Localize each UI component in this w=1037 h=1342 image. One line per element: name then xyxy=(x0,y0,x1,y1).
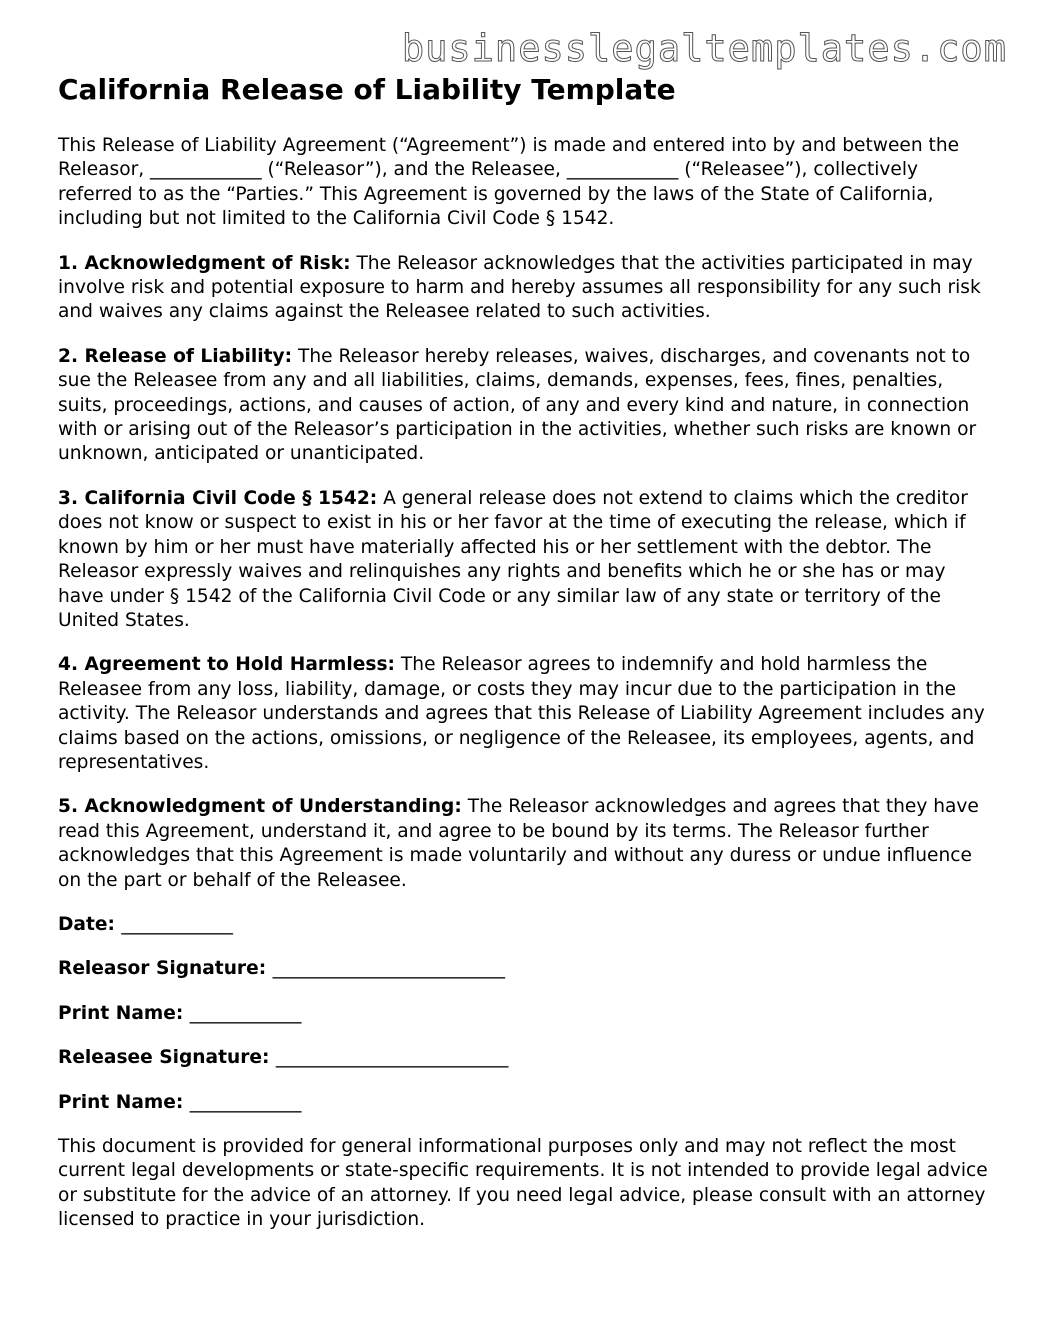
releasee-signature-field xyxy=(58,1046,988,1070)
section-release-of-liability xyxy=(58,345,988,467)
date-label: Date: xyxy=(58,913,115,935)
releasee-signature-label: Releasee Signature: xyxy=(58,1047,270,1069)
section-heading: 1. Acknowledgment of Risk: xyxy=(58,252,351,274)
intro-paragraph: This Release of Liability Agreement (“Agreement”) is made and entered into by and between the Releasor, ____________ (“Releasor”), and the Releasee, ____________ (“Releasee”), collectively referred to as the “Parties.” This Agreement is governed by the laws of the State of California, including but not limited to the California Civil Code § 1542. xyxy=(58,135,960,230)
section-heading: 5. Acknowledgment of Understanding: xyxy=(58,796,462,818)
releasor-signature-label: Releasor Signature: xyxy=(58,958,267,980)
releasee-print-name-blank[interactable]: ____________ xyxy=(189,1091,302,1113)
section-text: The Releasor hereby releases, waives, discharges, and covenants not to sue the Releasee from any and all liabilities, claims, demands, expenses, fees, fines, penalties, suits, proceedings, actions, and causes of action, of any and every kind and nature, in connection with or arising out of the Releasor’s participation in the activities, whether such risks are known or unknown, anticipated or unanticipated. xyxy=(58,345,977,465)
document-page xyxy=(58,72,988,1233)
section-text: The Releasor agrees to indemnify and hold harmless the Releasee from any loss, liability, damage, or costs they may incur due to the participation in the activity. The Releasor understands and agrees that this Release of Liability Agreement includes any claims based on the actions, omissions, or negligence of the Releasee, its employees, agents, and representatives. xyxy=(58,654,985,773)
section-hold-harmless xyxy=(58,653,988,775)
section-acknowledgment-of-risk xyxy=(58,252,988,325)
releasor-print-name-field xyxy=(58,1002,988,1026)
section-heading: 3. California Civil Code § 1542: xyxy=(58,487,378,509)
section-heading: 4. Agreement to Hold Harmless: xyxy=(58,654,395,676)
date-field xyxy=(58,913,988,937)
releasor-signature-field xyxy=(58,957,988,981)
section-text: The Releasor acknowledges that the activities participated in may involve risk and potential exposure to harm and hereby assumes all responsibility for any such risk and waives any claims against the Releasee related to such activities. xyxy=(58,252,981,323)
releasor-print-name-blank[interactable]: ____________ xyxy=(189,1002,302,1024)
section-text: The Releasor acknowledges and agrees that they have read this Agreement, understand it, and agree to be bound by its terms. The Releasor further acknowledges that this Agreement is made voluntarily and without any duress or undue influence on the part or behalf of the Releasee. xyxy=(58,796,979,891)
releasor-print-name-label: Print Name: xyxy=(58,1002,184,1024)
releasee-print-name-label: Print Name: xyxy=(58,1091,184,1113)
section-acknowledgment-of-understanding xyxy=(58,795,988,893)
releasee-print-name-field xyxy=(58,1091,988,1115)
releasor-signature-blank[interactable]: _________________________ xyxy=(272,958,506,980)
releasee-signature-blank[interactable]: _________________________ xyxy=(275,1047,509,1069)
section-heading: 2. Release of Liability: xyxy=(58,345,293,367)
section-civil-code-1542 xyxy=(58,487,988,633)
section-text: A general release does not extend to claims which the creditor does not know or suspect to exist in his or her favor at the time of executing the release, which if known by him or her must have materially affected his or her settlement with the debtor. The Releasor expressly waives and relinquishes any rights and benefits which he or she has or may have under § 1542 of the California Civil Code or any similar law of any state or territory of the United States. xyxy=(58,487,968,631)
disclaimer-paragraph: This document is provided for general informational purposes only and may not reflect the most current legal developments or state-specific requirements. It is not intended to provide legal advice or substitute for the advice of an attorney. If you need legal advice, please consult with an attorney licensed to practice in your jurisdiction. xyxy=(58,1136,988,1231)
watermark: businesslegaltemplates.com xyxy=(401,27,1007,70)
date-blank[interactable]: ____________ xyxy=(121,913,233,935)
document-title: California Release of Liability Template xyxy=(58,73,676,106)
